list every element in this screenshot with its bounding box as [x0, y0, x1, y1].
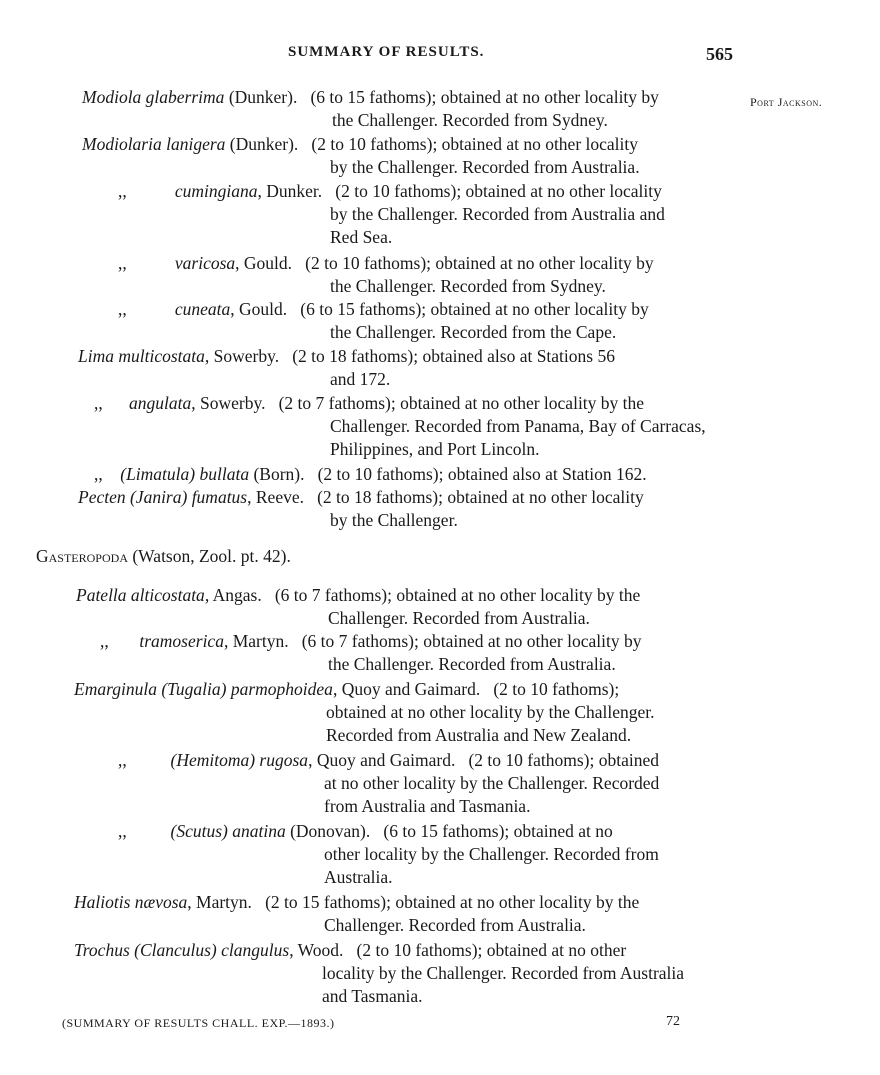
page-number: 565 — [706, 44, 733, 64]
species-entry: ,, (Limatula) bullata (Born). (2 to 10 fathoms); obtained also at Station 162. — [94, 464, 647, 484]
species-entry: Emarginula (Tugalia) parmophoidea, Quoy and Gaimard. (2 to 10 fathoms); obtained at no other locality by the Challenger. Recorded from Australia and New Zealand. — [74, 679, 655, 745]
species-entry: ,, cumingiana, Dunker. (2 to 10 fathoms); obtained at no other locality by the Challenger. Recorded from Australia and Red Sea. — [118, 181, 665, 247]
page-header-title: SUMMARY OF RESULTS. — [288, 44, 485, 60]
species-entry: Modiolaria lanigera (Dunker). (2 to 10 fathoms); obtained at no other locality by the Challenger. Recorded from Australia. — [82, 134, 640, 177]
species-entry: Modiola glaberrima (Dunker). (6 to 15 fathoms); obtained at no other locality by the Challenger. Recorded from Sydney. — [82, 87, 659, 130]
margin-note: Port Jackson. — [750, 95, 823, 109]
species-entry: ,, (Hemitoma) rugosa, Quoy and Gaimard. (2 to 10 fathoms); obtained at no other locality by the Challenger. Recorded from Australia and Tasmania. — [118, 750, 660, 816]
section-heading: Gasteropoda (Watson, Zool. pt. 42). — [36, 546, 291, 566]
species-entry: Patella alticostata, Angas. (6 to 7 fathoms); obtained at no other locality by the Challenger. Recorded from Australia. — [76, 585, 641, 628]
species-entry: ,, (Scutus) anatina (Donovan). (6 to 15 fathoms); obtained at no other locality by the Challenger. Recorded from Australia. — [118, 821, 659, 887]
species-entry: ,, angulata, Sowerby. (2 to 7 fathoms); obtained at no other locality by the Challenger. Recorded from Panama, Bay of Carracas, Philippines, and Port Lincoln. — [94, 393, 706, 459]
species-entry: Pecten (Janira) fumatus, Reeve. (2 to 18 fathoms); obtained at no other locality by the Challenger. — [78, 487, 644, 530]
species-entry: Lima multicostata, Sowerby. (2 to 18 fathoms); obtained also at Stations 56 and 172. — [78, 346, 615, 389]
species-entry: ,, varicosa, Gould. (2 to 10 fathoms); obtained at no other locality by the Challenger. Recorded from Sydney. — [118, 253, 654, 296]
signature-mark: 72 — [666, 1014, 680, 1029]
species-entry: Trochus (Clanculus) clangulus, Wood. (2 to 10 fathoms); obtained at no other locality by the Challenger. Recorded from Australia and Tasmania. — [74, 940, 685, 1006]
species-entry: ,, tramoserica, Martyn. (6 to 7 fathoms); obtained at no other locality by the Challenger. Recorded from Australia. — [100, 631, 642, 674]
footer-citation: (SUMMARY OF RESULTS CHALL. EXP.—1893.) — [62, 1016, 335, 1030]
species-entry: ,, cuneata, Gould. (6 to 15 fathoms); obtained at no other locality by the Challenger. Recorded from the Cape. — [118, 299, 649, 342]
species-entry: Haliotis nævosa, Martyn. (2 to 15 fathoms); obtained at no other locality by the Challenger. Recorded from Australia. — [74, 892, 640, 935]
